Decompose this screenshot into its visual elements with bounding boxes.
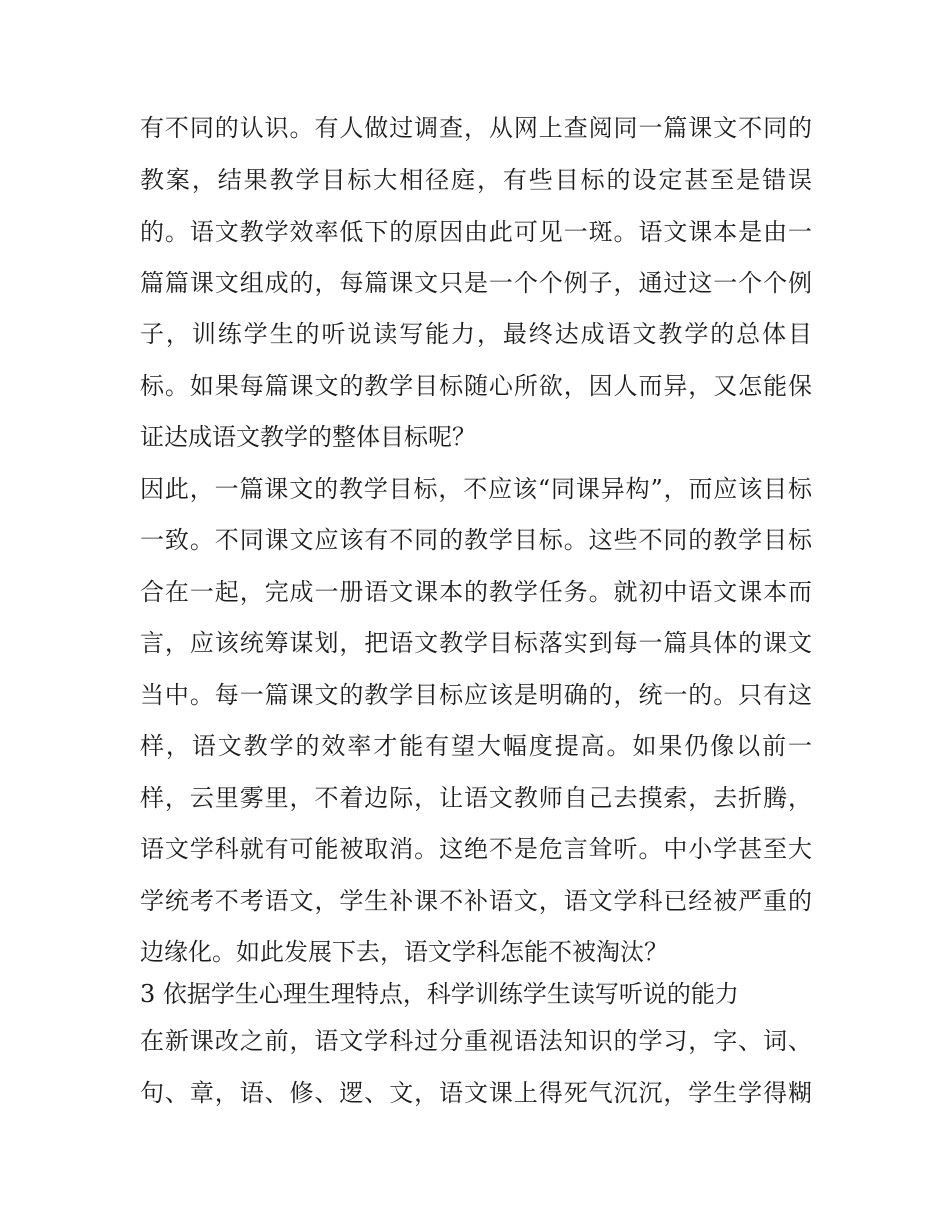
text-line: 边缘化。如此发展下去，语文学科怎能不被淘汰？ [140, 938, 668, 966]
text-line: 一致。不同课文应该有不同的教学目标。这些不同的教学目标 [140, 526, 812, 554]
text-line: 当中。每一篇课文的教学目标应该是明确的，统一的。只有这 [140, 681, 812, 709]
text-line: 言，应该统筹谋划，把语文教学目标落实到每一篇具体的课文 [140, 629, 812, 657]
text-line: 语文学科就有可能被取消。这绝不是危言耸听。中小学甚至大 [140, 835, 812, 863]
text-line: 句、章，语、修、逻、文，语文课上得死气沉沉，学生学得糊 [140, 1079, 812, 1107]
text-line: 样，云里雾里，不着边际，让语文教师自己去摸索，去折腾， [140, 784, 812, 812]
text-line: 的。语文教学效率低下的原因由此可见一斑。语文课本是由一 [140, 218, 812, 246]
text-line: 教案，结果教学目标大相径庭，有些目标的设定甚至是错误 [140, 166, 812, 194]
text-line: 合在一起，完成一册语文课本的教学任务。就初中语文课本而 [140, 578, 812, 606]
text-line: 篇篇课文组成的，每篇课文只是一个个例子，通过这一个个例 [140, 269, 812, 297]
section-heading: 3 依据学生心理生理特点，科学训练学生读写听说的能力 [140, 980, 739, 1008]
text-line: 证达成语文教学的整体目标呢？ [140, 423, 476, 451]
text-line: 有不同的认识。有人做过调查，从网上查阅同一篇课文不同的 [140, 114, 812, 142]
text-line: 学统考不考语文，学生补课不补语文，语文学科已经被严重的 [140, 887, 812, 915]
text-line: 样，语文教学的效率才能有望大幅度提高。如果仍像以前一 [140, 732, 812, 760]
text-line: 子，训练学生的听说读写能力，最终达成语文教学的总体目 [140, 320, 812, 348]
text-line: 在新课改之前，语文学科过分重视语法知识的学习，字、词、 [140, 1027, 812, 1055]
text-line: 标。如果每篇课文的教学目标随心所欲，因人而异，又怎能保 [140, 372, 812, 400]
text-line: 因此，一篇课文的教学目标，不应该“同课异构”，而应该目标 [140, 475, 812, 503]
